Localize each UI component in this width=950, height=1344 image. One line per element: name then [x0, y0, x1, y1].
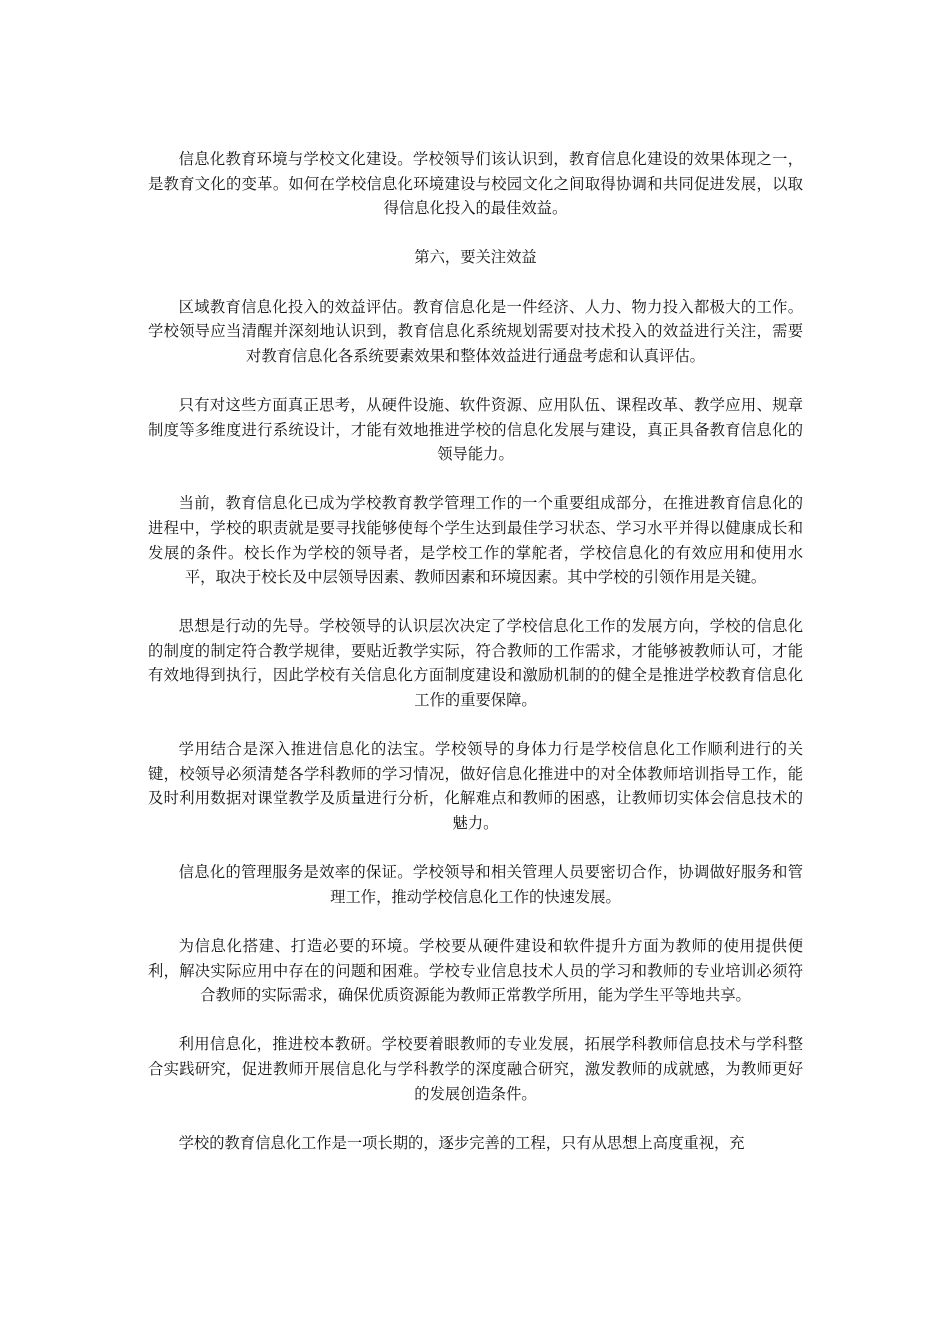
- section-heading-benefit: 第六，要关注效益: [414, 248, 537, 267]
- paragraph-learning-practice: 学用结合是深入推进信息化的法宝。学校领导的身体力行是学校信息化工作顺利进行的关键，校领导必须清楚各学科教师的学习情况，做好信息化推进中的对全体教师培训指导工作，能及时利用数据对课堂教学及质量进行分析，化解难点和教师的困惑，让教师切实体会信息技术的魅力。: [148, 740, 803, 833]
- paragraph-culture: 信息化教育环境与学校文化建设。学校领导们该认识到，教育信息化建设的效果体现之一，是教育文化的变革。如何在学校信息化环境建设与校园文化之间取得协调和共同促进发展，以取得信息化投入的最佳效益。: [148, 150, 803, 218]
- paragraph-benefit-evaluation: 区域教育信息化投入的效益评估。教育信息化是一件经济、人力、物力投入都极大的工作。学校领导应当清醒并深刻地认识到，教育信息化系统规划需要对技术投入的效益进行关注，需要对教育信息化各系统要素效果和整体效益进行通盘考虑和认真评估。: [148, 297, 803, 365]
- paragraph-thought-guide: 思想是行动的先导。学校领导的认识层次决定了学校信息化工作的发展方向，学校的信息化的制度的制定符合教学规律，要贴近教学实际，符合教师的工作需求，才能够被教师认可，才能有效地得到执行，因此学校有关信息化方面制度建设和激励机制的的健全是推进学校教育信息化工作的重要保障。: [148, 617, 803, 710]
- paragraph-long-term: 学校的教育信息化工作是一项长期的，逐步完善的工程，只有从思想上高度重视，充: [178, 1133, 745, 1152]
- paragraph-environment: 为信息化搭建、打造必要的环境。学校要从硬件建设和软件提升方面为教师的使用提供便利，解决实际应用中存在的问题和困难。学校专业信息技术人员的学习和教师的专业培训必须符合教师的实际需求，确保优质资源能为教师正常教学所用，能为学生平等地共享。: [148, 937, 803, 1005]
- paragraph-school-research: 利用信息化，推进校本教研。学校要着眼教师的专业发展，拓展学科教师信息技术与学科整合实践研究，促进教师开展信息化与学科教学的深度融合研究，激发教师的成就感，为教师更好的发展创造条件。: [148, 1035, 803, 1103]
- paragraph-current-status: 当前，教育信息化已成为学校教育教学管理工作的一个重要组成部分，在推进教育信息化的进程中，学校的职责就是要寻找能够使每个学生达到最佳学习状态、学习水平并得以健康成长和发展的条件。校长作为学校的领导者，是学校工作的掌舵者，学校信息化的有效应用和使用水平，取决于校长及中层领导因素、教师因素和环境因素。其中学校的引领作用是关键。: [148, 494, 803, 587]
- document-page: [148, 147, 803, 1180]
- paragraph-system-design: 只有对这些方面真正思考，从硬件设施、软件资源、应用队伍、课程改革、教学应用、规章制度等多维度进行系统设计，才能有效地推进学校的信息化发展与建设，真正具备教育信息化的领导能力。: [148, 395, 803, 464]
- paragraph-management-service: 信息化的管理服务是效率的保证。学校领导和相关管理人员要密切合作，协调做好服务和管理工作，推动学校信息化工作的快速发展。: [178, 863, 803, 906]
